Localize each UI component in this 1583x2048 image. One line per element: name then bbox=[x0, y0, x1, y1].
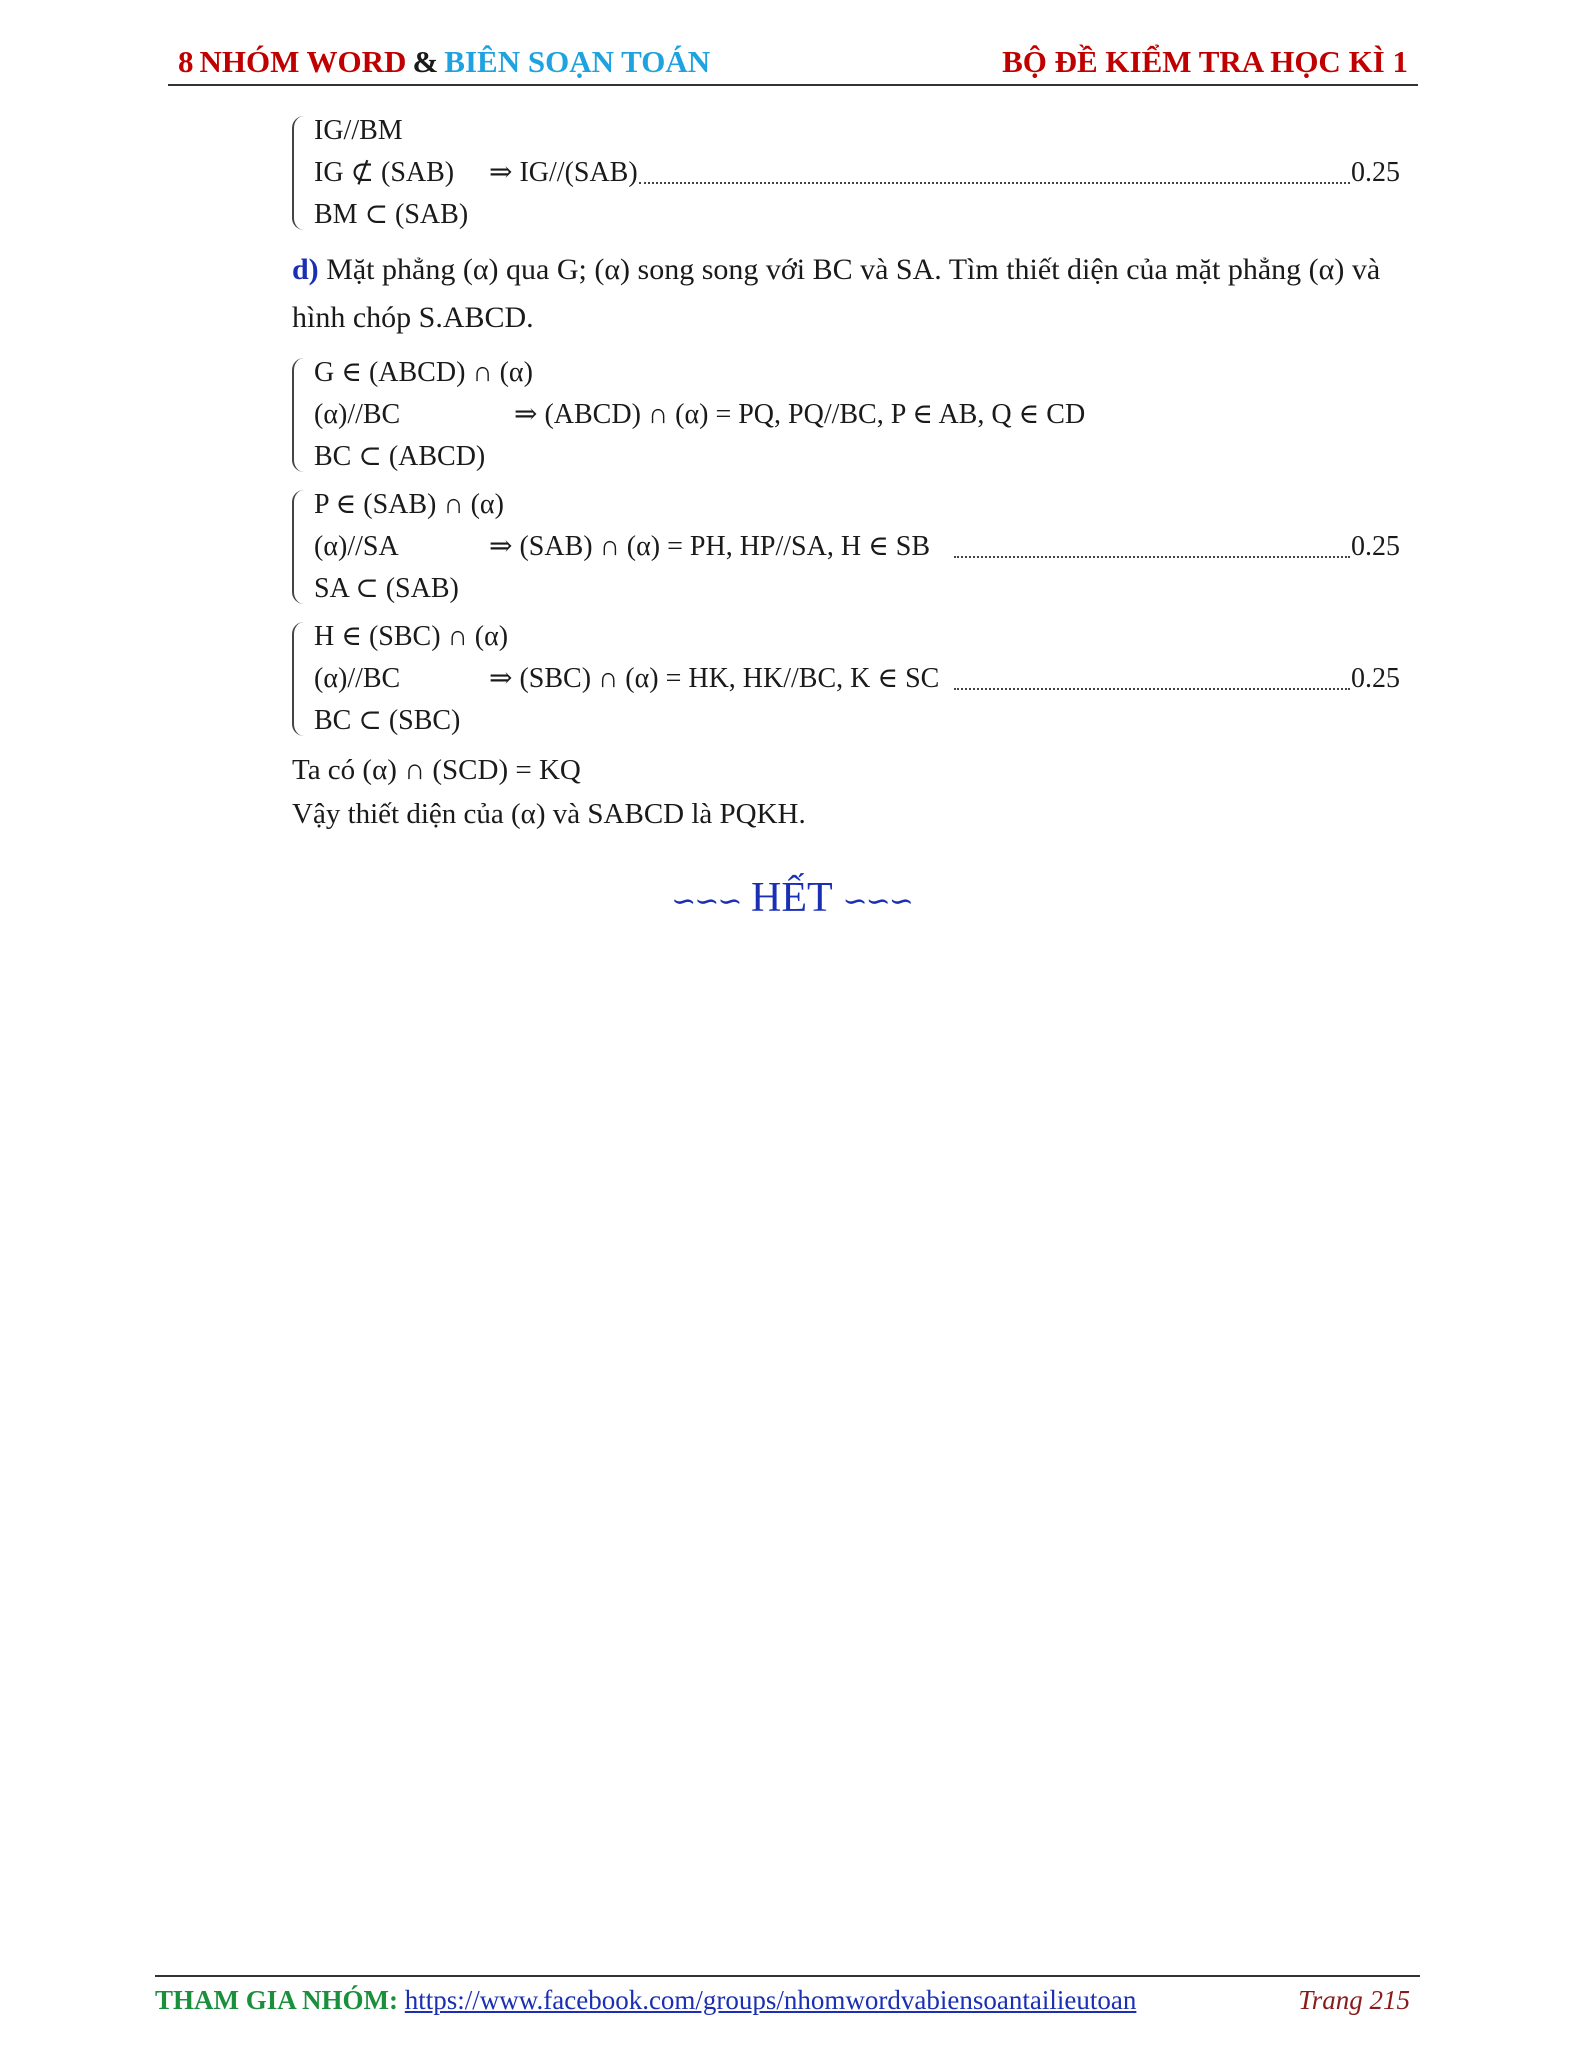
system-brace bbox=[292, 358, 308, 472]
dot-leader bbox=[954, 658, 1350, 690]
system-1-line-3: BM ⊂ (SAB) bbox=[314, 199, 469, 230]
end-marker bbox=[0, 874, 1583, 922]
header-brand bbox=[178, 44, 710, 80]
dot-leader bbox=[639, 152, 1350, 184]
equation-system-4 bbox=[292, 616, 1420, 742]
equation-system-1 bbox=[292, 110, 1420, 236]
ornament-left-icon: ∽∽∽ bbox=[671, 884, 741, 918]
system-4-result: ⇒ (SBC) ∩ (α) = HK, HK//BC, K ∈ SC bbox=[489, 663, 940, 694]
system-brace bbox=[292, 116, 308, 230]
group-link[interactable]: https://www.facebook.com/groups/nhomwordvabiensoantailieutoan bbox=[404, 1985, 1137, 2015]
system-brace bbox=[292, 490, 308, 604]
system-1-line-2 bbox=[314, 152, 1420, 194]
page-header bbox=[168, 40, 1418, 86]
brand-ampersand: & bbox=[412, 44, 439, 79]
dot-leader bbox=[954, 526, 1350, 558]
system-2-line-3: BC ⊂ (ABCD) bbox=[314, 441, 486, 472]
part-d-label: d) bbox=[292, 253, 319, 286]
page-footer bbox=[155, 1975, 1420, 2016]
brand-name-word: NHÓM WORD bbox=[199, 44, 407, 79]
system-4-line-2 bbox=[314, 658, 1420, 700]
brand-name-bien-soan: BIÊN SOẠN TOÁN bbox=[444, 44, 711, 79]
system-2-line-2 bbox=[314, 394, 1420, 436]
score-value: 0.25 bbox=[1351, 663, 1400, 694]
score-value: 0.25 bbox=[1351, 157, 1400, 188]
system-4-line-1: H ∈ (SBC) ∩ (α) bbox=[314, 621, 509, 652]
system-3-result: ⇒ (SAB) ∩ (α) = PH, HP//SA, H ∈ SB bbox=[489, 531, 931, 562]
system-brace bbox=[292, 622, 308, 736]
system-3-line-1: P ∈ (SAB) ∩ (α) bbox=[314, 489, 504, 520]
system-1-condition: IG ⊄ (SAB) bbox=[314, 157, 455, 188]
system-4-line-3: BC ⊂ (SBC) bbox=[314, 705, 461, 736]
question-part-d bbox=[292, 246, 1420, 342]
system-2-condition: (α)//BC bbox=[314, 399, 401, 430]
system-2-result: ⇒ (ABCD) ∩ (α) = PQ, PQ//BC, P ∈ AB, Q ∈ CD bbox=[514, 399, 1086, 430]
system-2-line-1: G ∈ (ABCD) ∩ (α) bbox=[314, 357, 533, 388]
equation-system-2 bbox=[292, 352, 1420, 478]
document-body bbox=[292, 110, 1420, 836]
conclusion-line-1: Ta có (α) ∩ (SCD) = KQ bbox=[292, 754, 581, 786]
end-text: HẾT bbox=[751, 875, 832, 921]
system-1-line-1: IG//BM bbox=[314, 115, 403, 146]
system-3-line-3: SA ⊂ (SAB) bbox=[314, 573, 459, 604]
logo-icon: 8 bbox=[178, 44, 194, 79]
footer-label: THAM GIA NHÓM: bbox=[155, 1985, 398, 2015]
system-3-condition: (α)//SA bbox=[314, 531, 399, 562]
system-4-condition: (α)//BC bbox=[314, 663, 401, 694]
part-d-text: Mặt phẳng (α) qua G; (α) song song với BC và SA. Tìm thiết diện của mặt phẳng (α) và hình chóp S.ABCD. bbox=[292, 253, 1381, 334]
equation-system-3 bbox=[292, 484, 1420, 610]
conclusion-line-2: Vậy thiết diện của (α) và SABCD là PQKH. bbox=[292, 798, 806, 830]
document-title: BỘ ĐỀ KIỂM TRA HỌC KÌ 1 bbox=[1002, 44, 1408, 79]
page-number: Trang 215 bbox=[1298, 1985, 1410, 2015]
system-3-line-2 bbox=[314, 526, 1420, 568]
system-1-result: ⇒ IG//(SAB) bbox=[489, 157, 638, 188]
score-value: 0.25 bbox=[1351, 531, 1400, 562]
ornament-right-icon: ∽∽∽ bbox=[842, 884, 912, 918]
